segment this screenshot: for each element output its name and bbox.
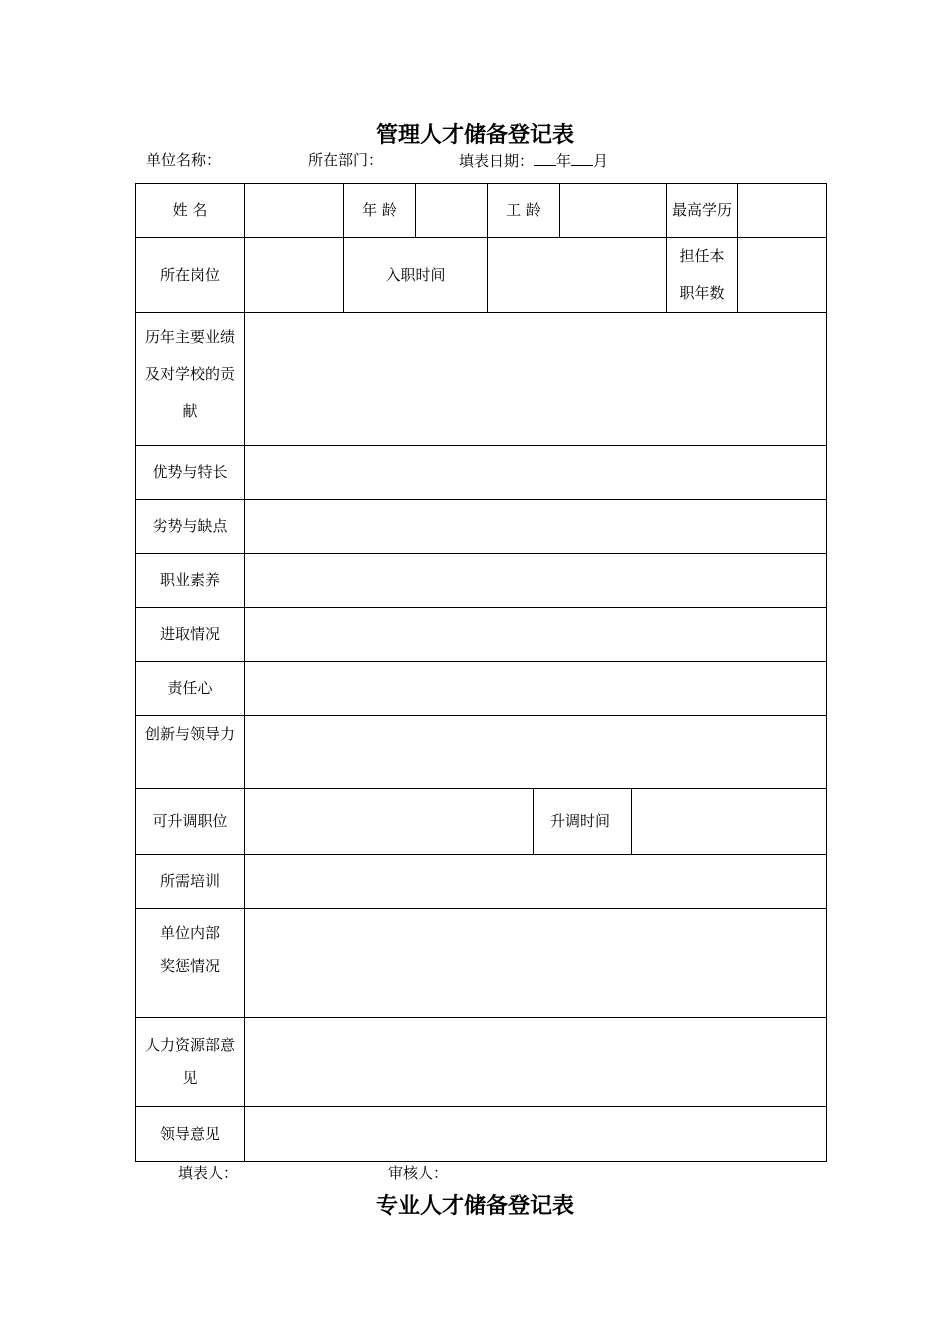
table-row [136, 184, 827, 238]
join-time-label: 入职时间 [344, 238, 488, 313]
innovation-field[interactable] [245, 716, 827, 789]
table-row [136, 1107, 827, 1162]
responsibility-label: 责任心 [136, 662, 245, 716]
table-row [136, 500, 827, 554]
position-field[interactable] [245, 238, 344, 313]
training-label: 所需培训 [136, 855, 245, 909]
weaknesses-field[interactable] [245, 500, 827, 554]
training-field[interactable] [245, 855, 827, 909]
education-field[interactable] [738, 184, 827, 238]
achievements-field[interactable] [245, 313, 827, 446]
registration-table [135, 183, 827, 1162]
filler-label: 填表人： [178, 1164, 239, 1182]
hr-opinion-label: 人力资源部意见 [136, 1018, 245, 1107]
year-label: 年 [556, 152, 572, 170]
month-label: 月 [593, 152, 609, 170]
fill-date [459, 150, 608, 171]
professionalism-field[interactable] [245, 554, 827, 608]
work-age-field[interactable] [560, 184, 667, 238]
achievements-label: 历年主要业绩及对学校的贡献 [136, 313, 245, 446]
leader-opinion-field[interactable] [245, 1107, 827, 1162]
ambition-label: 进取情况 [136, 608, 245, 662]
hr-opinion-field[interactable] [245, 1018, 827, 1107]
promotion-time-field[interactable] [632, 789, 827, 855]
weaknesses-label: 劣势与缺点 [136, 500, 245, 554]
join-time-field[interactable] [488, 238, 667, 313]
work-age-label: 工 龄 [488, 184, 560, 238]
fill-date-label: 填表日期： [459, 152, 535, 170]
table-row [136, 909, 827, 1018]
rewards-label: 单位内部奖惩情况 [136, 909, 245, 1018]
unit-name-label: 单位名称： [146, 151, 222, 169]
table-row [136, 662, 827, 716]
table-row [136, 716, 827, 789]
name-field[interactable] [245, 184, 344, 238]
strengths-field[interactable] [245, 446, 827, 500]
form-title: 管理人才储备登记表 [375, 122, 574, 148]
promotion-time-label: 升调时间 [534, 789, 632, 855]
professionalism-label: 职业素养 [136, 554, 245, 608]
table-row [136, 446, 827, 500]
rewards-field[interactable] [245, 909, 827, 1018]
month-blank[interactable] [571, 150, 593, 166]
years-in-role-field[interactable] [738, 238, 827, 313]
age-field[interactable] [416, 184, 488, 238]
name-label: 姓 名 [136, 184, 245, 238]
innovation-label: 创新与领导力 [136, 716, 245, 789]
promotable-position-label: 可升调职位 [136, 789, 245, 855]
table-row [136, 855, 827, 909]
table-row [136, 1018, 827, 1107]
education-label: 最高学历 [667, 184, 738, 238]
second-form-title: 专业人才储备登记表 [375, 1193, 574, 1219]
age-label: 年 龄 [344, 184, 416, 238]
year-blank[interactable] [534, 150, 556, 166]
leader-opinion-label: 领导意见 [136, 1107, 245, 1162]
department-label: 所在部门： [308, 151, 384, 169]
promotable-position-field[interactable] [245, 789, 534, 855]
table-row [136, 313, 827, 446]
years-in-role-label: 担任本职年数 [667, 238, 738, 313]
strengths-label: 优势与特长 [136, 446, 245, 500]
table-row [136, 554, 827, 608]
table-row [136, 608, 827, 662]
responsibility-field[interactable] [245, 662, 827, 716]
reviewer-label: 审核人： [388, 1164, 449, 1182]
ambition-field[interactable] [245, 608, 827, 662]
table-row [136, 789, 827, 855]
table-row [136, 238, 827, 313]
position-label: 所在岗位 [136, 238, 245, 313]
